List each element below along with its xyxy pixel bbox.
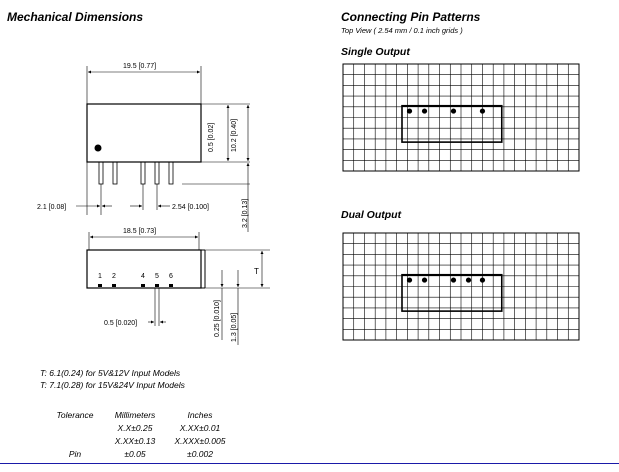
pin-number: 5 (155, 273, 159, 280)
dual-output-title: Dual Output (341, 209, 402, 221)
tolerance-mm: X.X±0.25 (117, 423, 153, 433)
dim-pitch: 2.54 [0.100] (172, 204, 209, 211)
pin-dot (451, 277, 456, 282)
pin-dot (422, 277, 427, 282)
dim-height: 10.2 [0.40] (231, 118, 238, 152)
inches-header: Inches (187, 410, 213, 420)
dual-output-grid (342, 232, 580, 341)
tolerance-in: X.XX±0.01 (179, 423, 221, 433)
tolerance-mm: ±0.05 (124, 449, 146, 459)
pin-number: 2 (112, 273, 116, 280)
mechanical-dimensions-title: Mechanical Dimensions (7, 10, 144, 24)
tolerance-in: ±0.002 (187, 449, 213, 459)
dim-pin-width: 0.5 [0.020] (104, 320, 138, 327)
tolerance-row (45, 436, 235, 449)
pin-number: 6 (169, 273, 173, 280)
tolerance-label (45, 436, 105, 449)
tolerance-row (45, 449, 235, 462)
tolerance-mm: X.XX±0.13 (114, 436, 156, 446)
tolerance-row (45, 423, 235, 436)
dim-width-bottom: 18.5 [0.73] (123, 228, 157, 235)
tolerance-table (45, 410, 235, 462)
pin-dot (422, 108, 427, 113)
module-bottom-view (87, 250, 201, 288)
pin-dot (407, 277, 412, 282)
pin-patterns-title: Connecting Pin Patterns (341, 10, 481, 24)
tolerance-label (45, 423, 105, 436)
pin1-marker (95, 145, 101, 151)
single-output-title: Single Output (341, 46, 410, 58)
tolerance-label: Pin (68, 449, 82, 459)
single-output-grid (342, 63, 580, 172)
pin-number: 1 (98, 273, 102, 280)
pin-dot (466, 277, 471, 282)
dim-pin-offset: 0.5 [0.02] (208, 122, 215, 152)
tolerance-in: X.XXX±0.005 (174, 436, 226, 446)
module-side-view (87, 104, 201, 162)
dim-pin-thickness: 0.25 [0.010] (214, 300, 221, 337)
pin-dot (480, 277, 485, 282)
tolerance-header-row (45, 410, 235, 423)
note-t-15v-24v: T: 7.1(0.28) for 15V&24V Input Models (40, 380, 185, 390)
tolerance-header: Tolerance (56, 410, 94, 420)
pin-dot (407, 108, 412, 113)
dim-width-top: 19.5 [0.77] (123, 63, 157, 70)
pin-patterns-subtitle: Top View ( 2.54 mm / 0.1 inch grids ) (341, 26, 463, 35)
dim-pin-length: 3.2 [0.13] (242, 198, 249, 228)
dim-standoff: 1.3 [0.05] (231, 312, 238, 342)
dim-t-label: T (254, 267, 259, 276)
pin-dot (451, 108, 456, 113)
dim-left-margin: 2.1 [0.08] (37, 204, 67, 211)
pin-dot (480, 108, 485, 113)
footer-divider (0, 463, 619, 464)
millimeters-header: Millimeters (114, 410, 156, 420)
pin-number: 4 (141, 273, 145, 280)
note-t-5v-12v: T: 6.1(0.24) for 5V&12V Input Models (40, 368, 181, 378)
